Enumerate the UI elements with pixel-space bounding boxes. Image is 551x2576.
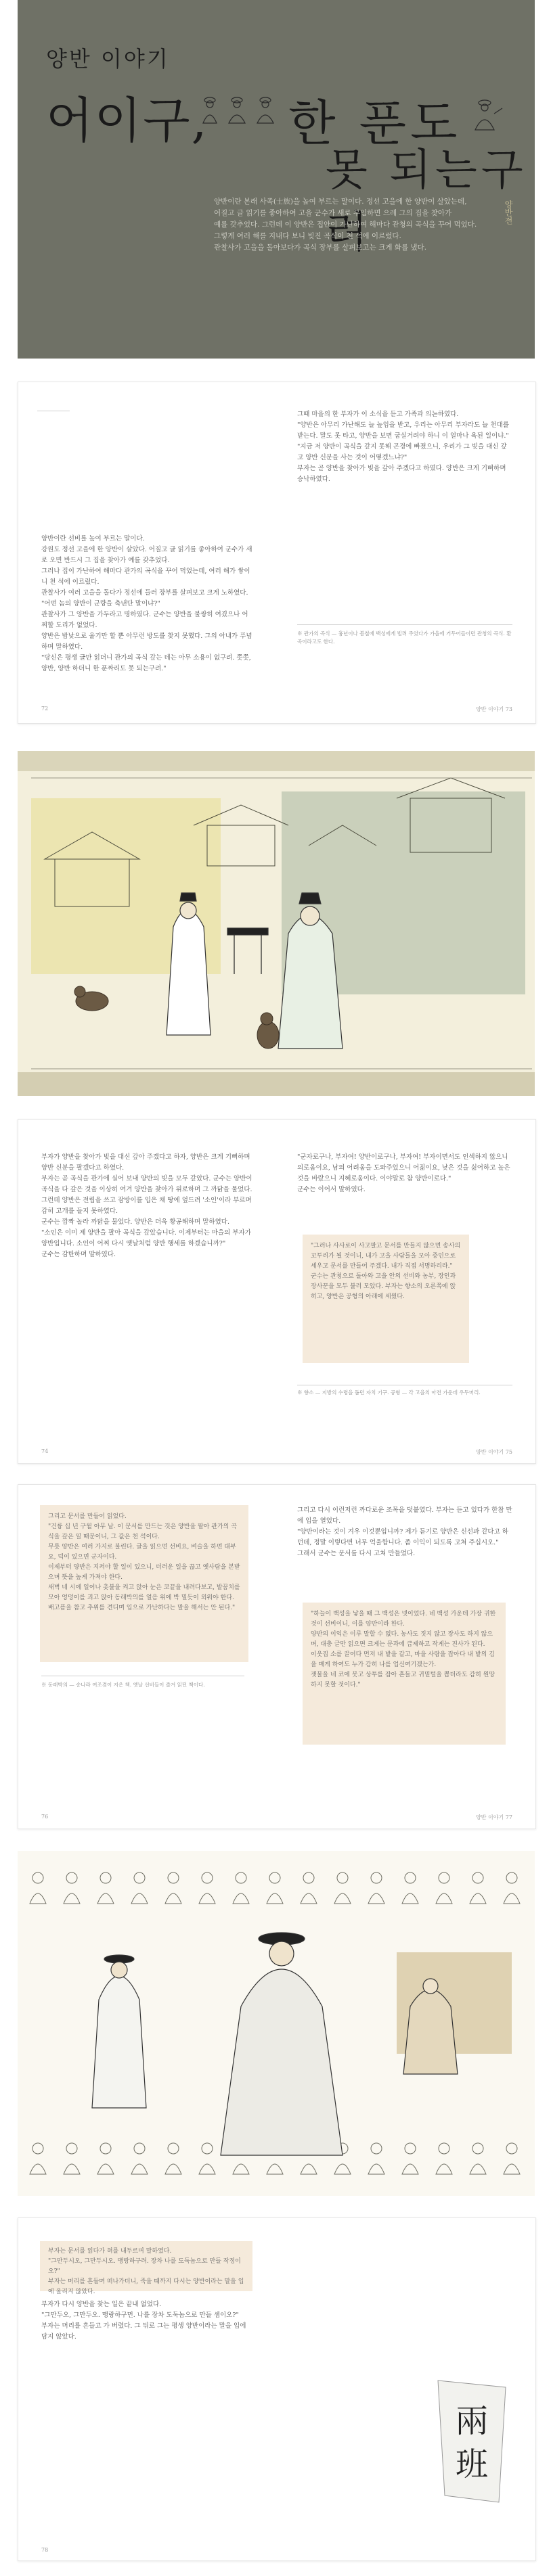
quote-line: "그만두시오, 그만두시오. 맹랑하구려. 장차 나를 도둑놈으로 만들 작정이오?" — [48, 2258, 241, 2275]
document-line: 이웃집 소를 끌어다 먼저 내 밭을 갈고, 마을 사람을 잡아다 내 밭의 김을 매게 하여도 누가 감히 나를 업신여기겠는가. — [311, 1651, 495, 1668]
cover-figures-left-illustration — [195, 88, 283, 129]
page-spread-4 — [18, 2217, 536, 2561]
paragraph: "양반이라는 것이 겨우 이것뿐입니까? 제가 듣기로 양반은 신선과 같다고 하던데, 정말 이렇다면 너무 억울합니다. 좀 이익이 되도록 고쳐 주십시오." — [297, 1528, 508, 1546]
cover-subtitle: 양반 이야기 — [46, 46, 170, 72]
page-number-right: 양반 이야기 77 — [476, 1814, 512, 1820]
document-line: "하늘이 백성을 낳을 때 그 백성은 넷이었다. 네 백성 가운데 가장 귀한 것이 선비이니, 이를 양반이라 한다. — [311, 1611, 496, 1628]
document-line: 무릇 양반은 여러 가지로 불린다. 글을 읽으면 선비요, 벼슬을 하면 대부요, 덕이 있으면 군자이다. — [48, 1544, 236, 1561]
footnote-rule — [297, 624, 512, 625]
page1-footnote: ※ 관가의 곡식 — 흉년이나 봄철에 백성에게 빌려 주었다가 가을에 거두어들이던 관청의 곡식. 환곡이라고도 한다. — [297, 630, 512, 645]
page-number-right: 양반 이야기 75 — [476, 1449, 512, 1455]
page3-footnote: ※ 동래박의 — 송나라 여조겸이 지은 책. 옛날 선비들이 즐겨 읽던 책이다. — [41, 1682, 205, 1688]
page3-right-box — [303, 1603, 506, 1745]
paragraph: "지금 저 양반이 곡식을 갚지 못해 곤경에 빠졌으니, 우리가 그 빚을 대신 갚고 양반 신분을 사는 것이 어떻겠느냐?" — [297, 443, 507, 461]
cover-intro-line: 관찰사가 고을을 돌아보다가 곡식 장부를 살펴보고는 크게 화를 냈다. — [214, 244, 427, 252]
page-spread-3 — [18, 1484, 536, 1829]
paragraph: "군자로구나, 부자여! 양반이로구나, 부자여! 부자이면서도 인색하지 않으니 의로움이요, 남의 어려움을 도와주었으니 어짊이요, 낮은 것을 싫어하고 높은 것을 바랐으니 지혜로움이다. 이야말로 참 양반이로다." — [297, 1153, 510, 1182]
crowd-scene-drawing — [18, 1851, 535, 2196]
paragraph: 양반이란 선비를 높여 부르는 말이다. — [41, 535, 145, 543]
page-number-left: 74 — [41, 1448, 49, 1454]
paragraph: 부자는 머리를 흔들고 가 버렸다. 그 뒤로 그는 평생 양반이라는 말을 입에 담지 않았다. — [41, 2322, 246, 2341]
page-number-left: 72 — [41, 706, 49, 712]
calligraphy-char-1: 兩 — [455, 2402, 489, 2440]
cover-title-line1: 어이구, — [46, 92, 208, 149]
calligraphy-scroll-illustration — [431, 2374, 512, 2509]
cover-title-line3: 못 되는구려 — [326, 145, 527, 258]
page1-left-text — [41, 534, 254, 674]
cover-title-line2: 한 푼도 — [288, 95, 462, 152]
market-scene-drawing — [18, 751, 535, 1096]
paragraph: "소인은 이미 제 양반을 팔아 곡식을 갚았습니다. 이제부터는 마을의 부자가 양반입니다. 소인이 어찌 다시 옛날처럼 양반 행세를 하겠습니까?" — [41, 1229, 251, 1247]
page-number-left: 76 — [41, 1814, 49, 1820]
document-line: 잿물을 네 코에 붓고 상투를 잡아 흔들고 귀밑털을 뽑더라도 감히 원망하지 못할 것이다." — [311, 1672, 495, 1688]
quote-line: 부자는 문서를 읽다가 혀를 내두르며 말하였다. — [48, 2248, 172, 2255]
document-line: "건륭 십 년 구월 아무 날. 이 문서를 만드는 것은 양반을 팔아 관가의 곡식을 갚은 일 때문이니, 그 값은 천 석이다. — [48, 1523, 237, 1540]
paragraph: 양반은 밤낮으로 울기만 할 뿐 아무런 방도를 찾지 못했다. 그의 아내가 푸념하며 말하였다. — [41, 632, 252, 651]
page1-right-text — [297, 409, 512, 485]
paragraph: 그러나 집이 가난하여 해마다 관가의 곡식을 꾸어 먹었는데, 여러 해가 쌓이니 천 석에 이르렀다. — [41, 568, 250, 586]
document-line: 배고픔을 참고 추위를 견디며 입으로 가난하다는 말을 해서는 안 된다." — [48, 1605, 236, 1611]
paragraph: 부자는 곧 곡식을 관가에 실어 보내 양반의 빚을 모두 갚았다. 군수는 양반이 곡식을 다 갚은 것을 이상히 여겨 양반을 찾아가 위로하며 그 까닭을 물었다. — [41, 1175, 252, 1193]
page2-footnote: ※ 향소 — 지방의 수령을 돕던 자치 기구. 공형 — 각 고을의 아전 가운데 우두머리. — [297, 1389, 481, 1396]
paragraph: 부자가 다시 양반을 찾는 일은 끝내 없었다. — [41, 2301, 162, 2308]
document-line: 양반의 이익은 이루 말할 수 없다. 농사도 짓지 않고 장사도 하지 않으며, 대충 글만 읽으면 크게는 문과에 급제하고 작게는 진사가 된다. — [311, 1631, 493, 1648]
paragraph: 군수는 감탄하며 말하였다. — [41, 1251, 116, 1258]
paragraph: 관찰사가 그 양반을 가두라고 명하였다. 군수는 양반을 불쌍히 여겼으나 어찌할 도리가 없었다. — [41, 611, 248, 629]
page4-body-text — [41, 2299, 254, 2343]
paragraph: 그래서 군수는 문서를 다시 고쳐 만들었다. — [297, 1550, 416, 1557]
paragraph: "그만두오, 그만두오. 맹랑하구먼. 나를 장차 도둑놈으로 만들 셈이오?" — [41, 2312, 239, 2319]
paragraph: "어떤 놈의 양반이 군량을 축낸단 말이냐?" — [41, 600, 160, 607]
cover-intro-line: 그렇게 여러 해를 지내다 보니 빚진 곡식이 천 석에 이르렀다. — [214, 232, 401, 240]
paragraph: 부자가 양반을 찾아가 빚을 대신 갚아 주겠다고 하자, 양반은 크게 기뻐하며 양반 신분을 팔겠다고 하였다. — [41, 1153, 250, 1172]
quote-line: 군수는 관청으로 돌아와 고을 안의 선비와 농부, 장인과 장사꾼을 모두 불러 모았다. 부자는 향소의 오른쪽에 앉히고, 양반은 공형의 아래에 세웠다. — [311, 1273, 456, 1300]
paragraph: 강원도 정선 고을에 한 양반이 살았다. 어질고 글 읽기를 좋아하여 군수가 새로 오면 반드시 그 집을 찾아가 예를 갖추었다. — [41, 546, 252, 564]
page-number-left: 78 — [41, 2547, 49, 2553]
cover-intro-line: 예를 갖추었다. 그런데 이 양반은 집안이 가난하여 해마다 관청의 곡식을 꾸어 먹었다. — [214, 221, 477, 229]
page2-quote-box — [303, 1235, 469, 1363]
paragraph: 그런데 양반은 전립을 쓰고 잠방이를 입은 채 땅에 엎드려 '소인'이라 부르며 감히 고개를 들지 못하였다. — [41, 1197, 252, 1215]
cover-panel — [18, 0, 535, 359]
cover-intro-line: 양반이란 본래 사족(士族)을 높여 부르는 말이다. 정선 고을에 한 양반이 살았는데, — [214, 198, 467, 206]
page3-right-text — [297, 1505, 512, 1559]
page2-right-text — [297, 1152, 512, 1195]
document-line: 새벽 네 시에 일어나 촛불을 켜고 앉아 눈은 코끝을 내려다보고, 발꿈치를 모아 엉덩이를 괴고 앉아 동래박의를 얼음 위에 박 밀듯이 외워야 한다. — [48, 1584, 240, 1601]
page4-quote-box — [40, 2241, 252, 2295]
cover-intro-line: 어질고 글 읽기를 좋아하여 고을 군수가 새로 부임하면 으레 그의 집을 찾아가 — [214, 209, 452, 217]
page2-left-text — [41, 1152, 258, 1260]
cover-side-label: 양반전 — [504, 200, 513, 225]
quote-line: 부자는 머리를 흔들며 떠나가더니, 죽을 때까지 다시는 양반이라는 말을 입에 올리지 않았다. — [48, 2278, 244, 2295]
paragraph: 부자는 곧 양반을 찾아가 빚을 갚아 주겠다고 하였다. 양반은 크게 기뻐하며 승낙하였다. — [297, 465, 506, 483]
paragraph: 그때 마을의 한 부자가 이 소식을 듣고 가족과 의논하였다. — [297, 411, 459, 418]
paragraph: 관찰사가 여러 고을을 돌다가 정선에 들러 장부를 살펴보고 크게 노하였다. — [41, 589, 248, 597]
document-line: 그리고 문서를 만들어 읽었다. — [48, 1513, 127, 1520]
paragraph: 그리고 다시 이런저런 까다로운 조목을 덧붙였다. 부자는 듣고 있다가 한참 만에 입을 열었다. — [297, 1506, 512, 1525]
page-spread-2 — [18, 1119, 536, 1464]
quote-line: "그러나 사사로이 사고팔고 문서를 만들지 않으면 송사의 꼬투리가 될 것이니, 내가 고을 사람들을 모아 증인으로 세우고 문서를 만들어 주겠다. 내가 직접 서명하리라." — [311, 1243, 461, 1270]
paragraph: "양반은 아무리 가난해도 늘 높임을 받고, 우리는 아무리 부자라도 늘 천대를 받는다. 말도 못 타고, 양반을 보면 굽실거려야 하니 이 얼마나 욕된 일이냐." — [297, 421, 509, 440]
document-line: 이제부터 양반은 지켜야 할 일이 있으니, 더러운 일을 끊고 옛사람을 본받으며 뜻을 높게 가져야 한다. — [48, 1564, 240, 1581]
page3-left-box — [40, 1505, 248, 1662]
calligraphy-char-2: 班 — [455, 2445, 489, 2483]
paragraph: 군수는 이어서 말하였다. — [297, 1186, 366, 1193]
cover-figure-right-illustration — [464, 93, 505, 134]
paragraph: 군수는 깜짝 놀라 까닭을 물었다. 양반은 더욱 황공해하며 말하였다. — [41, 1218, 229, 1226]
page-number-right: 양반 이야기 73 — [476, 706, 512, 712]
paragraph: "당신은 평생 글만 읽더니 관가의 곡식 갚는 데는 아무 소용이 없구려. 쯧쯧, 양반, 양반 하더니 한 푼짜리도 못 되는구려." — [41, 654, 251, 672]
illustration-crowd-scene — [18, 1851, 535, 2196]
illustration-market-scene — [18, 751, 535, 1096]
cover-intro-text — [214, 196, 485, 254]
page-spread-1 — [18, 382, 536, 724]
